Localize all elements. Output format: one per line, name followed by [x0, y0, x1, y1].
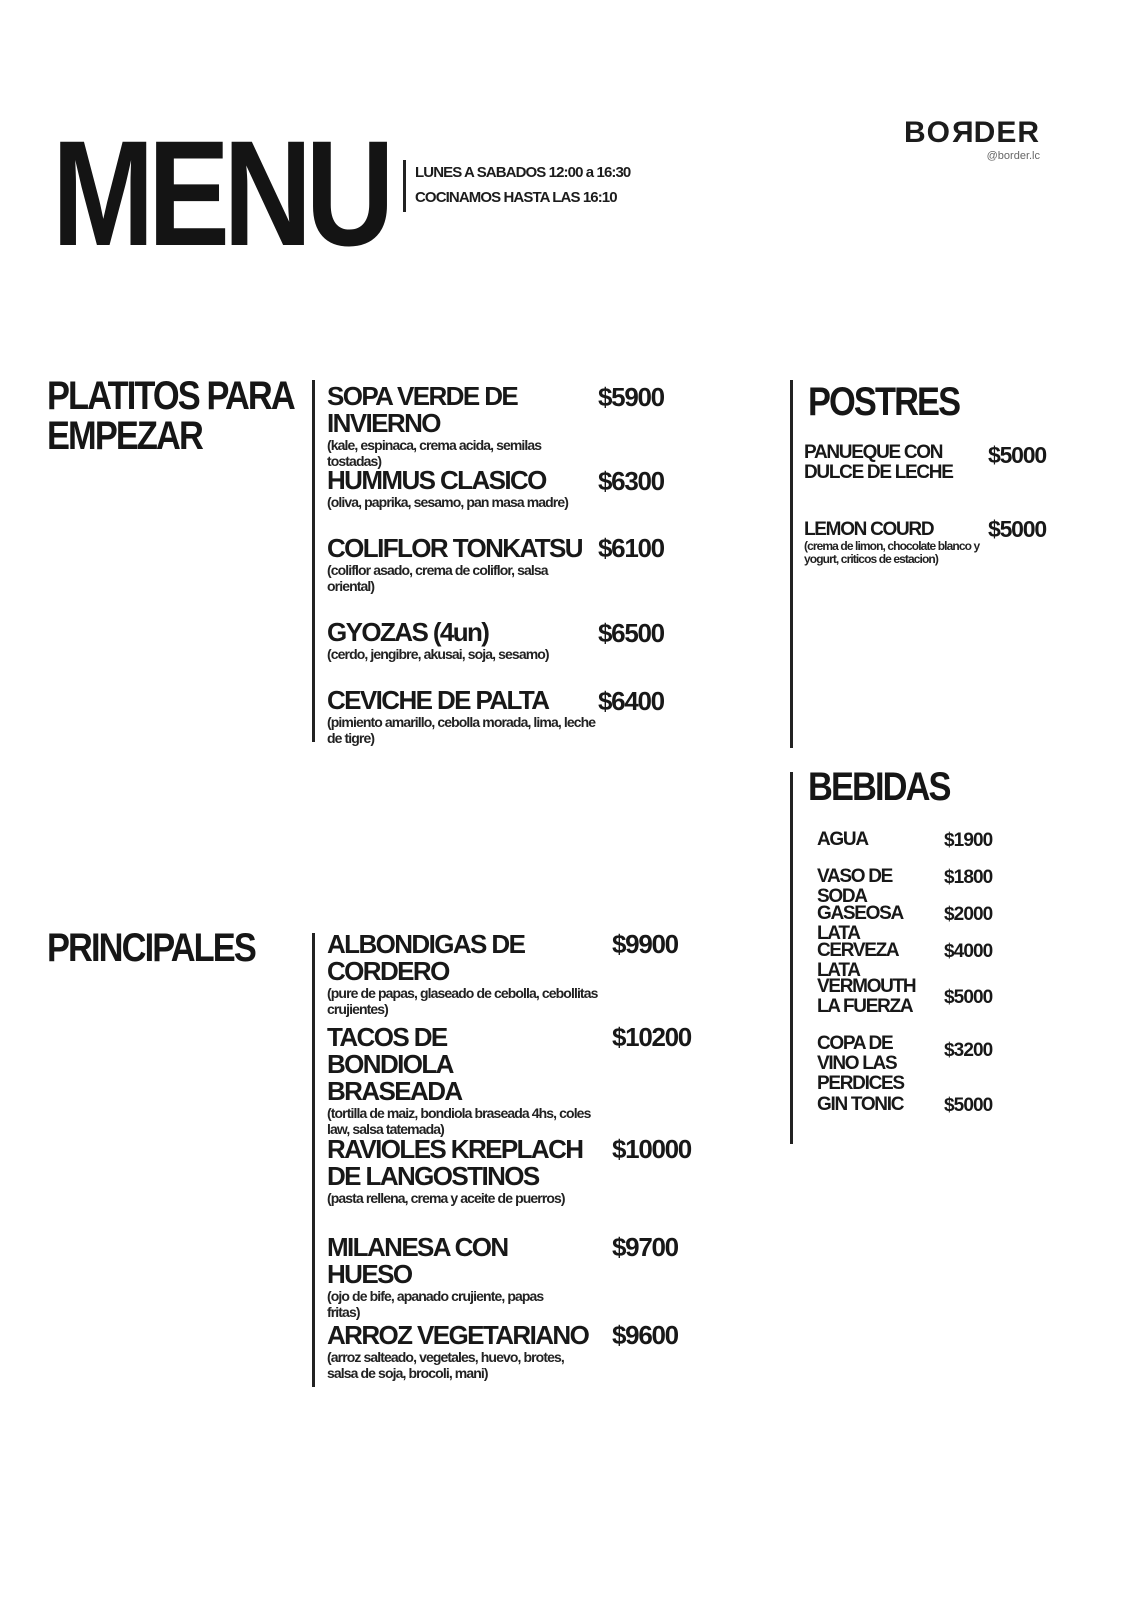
item-description: (tortilla de maiz, bondiola braseada 4hs, coles law, salsa tatemada): [327, 1105, 591, 1137]
drink-price: $5000: [944, 1095, 993, 1116]
section-divider: [790, 380, 793, 748]
item-price: $6300: [598, 466, 664, 496]
item-name: RAVIOLES KREPLACH DE LANGOSTINOS: [327, 1134, 583, 1191]
hours-line: LUNES A SABADOS 12:00 a 16:30: [415, 164, 631, 181]
brand-logo: BORDER: [903, 116, 1040, 149]
menu-item: [327, 1234, 597, 1320]
menu-item: [327, 535, 597, 594]
item-price: $5000: [988, 442, 1046, 468]
menu-item: [327, 1022, 591, 1137]
menu-item: [327, 467, 597, 510]
drink-price: $2000: [944, 904, 993, 925]
item-name: MILANESA CON HUESO: [327, 1232, 508, 1289]
brand-logo-block: [900, 118, 1040, 162]
kitchen-hours-line: COCINAMOS HASTA LAS 16:10: [415, 189, 617, 206]
drink-price: $1900: [944, 830, 993, 851]
item-name: LEMON COURD: [804, 519, 934, 540]
drink-price: $3200: [944, 1040, 993, 1061]
item-description: (pasta rellena, crema y aceite de puerros): [327, 1190, 565, 1206]
item-price: $6100: [598, 533, 664, 563]
item-price: $10000: [612, 1134, 691, 1164]
item-name: CEVICHE DE PALTA: [327, 685, 549, 715]
item-description: (pure de papas, glaseado de cebolla, cebollitas crujientes): [327, 985, 598, 1017]
item-description: (oliva, paprika, sesamo, pan masa madre): [327, 494, 569, 510]
item-price: $5000: [988, 516, 1046, 542]
brand-handle: @border.lc: [986, 150, 1040, 162]
menu-item: [327, 931, 607, 1017]
section-divider: [790, 772, 793, 1144]
menu-item: [327, 619, 597, 662]
item-name: PANUEQUE CON DULCE DE LECHE: [804, 442, 953, 483]
section-divider: [312, 933, 315, 1387]
section-title-postres: POSTRES: [808, 380, 960, 424]
item-name: SOPA VERDE DE INVIERNO: [327, 381, 518, 438]
menu-item: [327, 1136, 597, 1206]
item-name: GYOZAS (4un): [327, 617, 489, 647]
item-name: ARROZ VEGETARIANO: [327, 1320, 589, 1350]
section-title-bebidas: BEBIDAS: [808, 765, 950, 809]
item-price: $9900: [612, 929, 678, 959]
hours-info: [403, 160, 630, 212]
menu-item: [327, 687, 597, 746]
item-name: TACOS DE BONDIOLA BRASEADA: [327, 1022, 462, 1106]
drink-name: COPA DE VINO LAS PERDICES: [817, 1033, 904, 1094]
item-description: (kale, espinaca, crema acida, semilas tostadas): [327, 437, 542, 469]
item-price: $9700: [612, 1232, 678, 1262]
item-price: $5900: [598, 382, 664, 412]
item-description: (crema de limon, chocolate blanco y yogurt, criticos de estacion): [804, 539, 980, 566]
item-name: COLIFLOR TONKATSU: [327, 533, 582, 563]
item-description: (cerdo, jengibre, akusai, soja, sesamo): [327, 646, 549, 662]
drink-price: $1800: [944, 867, 993, 888]
section-title-principales: PRINCIPALES: [47, 926, 255, 970]
drink-price: $4000: [944, 941, 993, 962]
item-description: (coliflor asado, crema de coliflor, salsa oriental): [327, 562, 548, 594]
item-description: (ojo de bife, apanado crujiente, papas fritas): [327, 1288, 544, 1320]
section-divider: [312, 380, 315, 742]
drink-price: $5000: [944, 987, 993, 1008]
item-price: $6400: [598, 686, 664, 716]
page-title: MENU: [52, 109, 388, 277]
item-description: (pimiento amarillo, cebolla morada, lima, leche de tigre): [327, 714, 596, 746]
item-name: ALBONDIGAS DE CORDERO: [327, 929, 525, 986]
section-title-platitos: PLATITOS PARA EMPEZAR: [47, 374, 294, 458]
menu-item: [804, 520, 984, 566]
drink-name: AGUA: [817, 829, 868, 850]
item-price: $10200: [612, 1022, 691, 1052]
item-name: HUMMUS CLASICO: [327, 465, 546, 495]
drink-name: GASEOSA LATA: [817, 903, 903, 944]
drink-name: GIN TONIC: [817, 1094, 904, 1115]
item-price: $6500: [598, 618, 664, 648]
item-price: $9600: [612, 1320, 678, 1350]
drink-name: VASO DE SODA: [817, 866, 893, 907]
drink-name: CERVEZA LATA: [817, 940, 898, 981]
drink-name: VERMOUTH LA FUERZA: [817, 976, 916, 1017]
menu-item: [327, 383, 597, 469]
item-description: (arroz salteado, vegetales, huevo, brotes, salsa de soja, brocoli, mani): [327, 1349, 564, 1381]
menu-item: [804, 443, 984, 483]
menu-item: [327, 1322, 597, 1381]
